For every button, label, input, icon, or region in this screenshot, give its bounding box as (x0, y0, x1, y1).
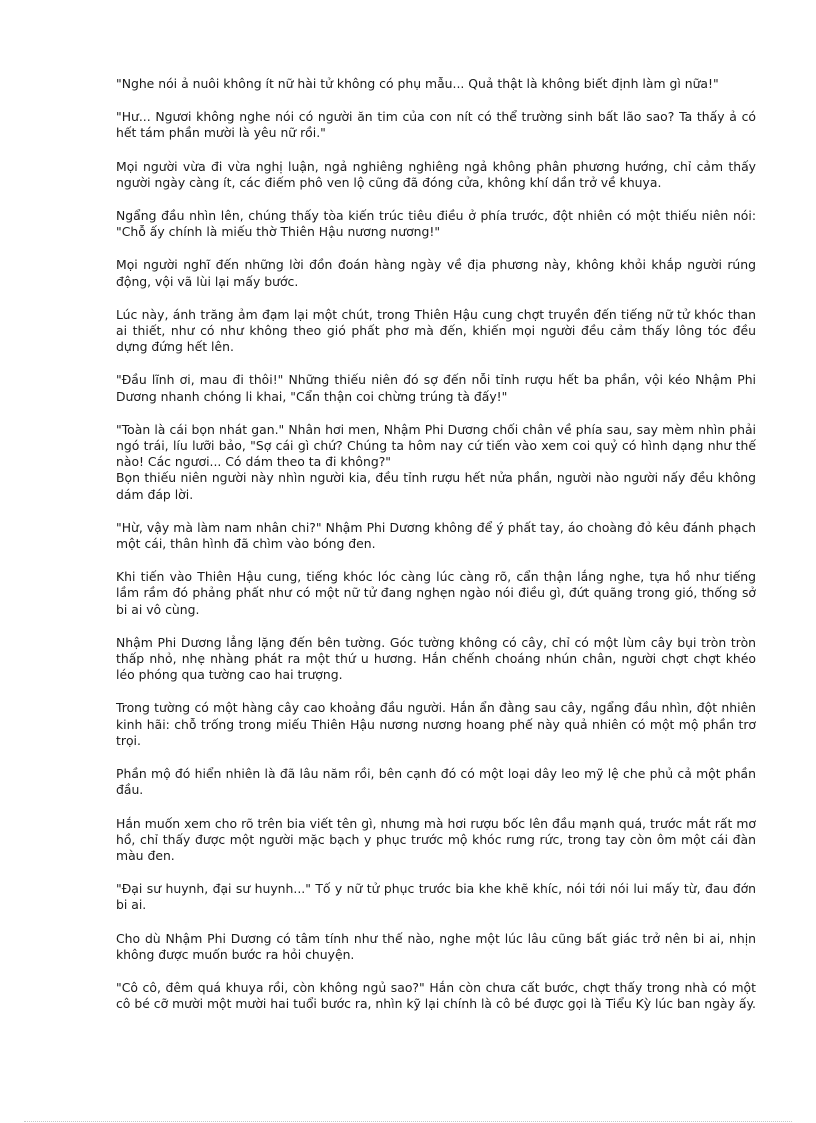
paragraph: Mọi người vừa đi vừa nghị luận, ngả nghiêng nghiêng ngả không phân phương hướng, chỉ cảm thấy người ngày càng ít, các điếm phô ven lộ cũng đã đóng cửa, không khí dần trở về khuya. (116, 158, 756, 190)
paragraph: Nhậm Phi Dương lẳng lặng đến bên tường. Góc tường không có cây, chỉ có một lùm cây bụi tròn tròn thấp nhỏ, nhẹ nhàng phát ra một thứ u hương. Hắn chếnh choáng nhún chân, người chợt chợt khéo léo phóng qua tường cao hai trượng. (116, 634, 756, 683)
paragraph: "Hừ, vậy mà làm nam nhân chi?" Nhậm Phi Dương không để ý phất tay, áo choàng đỏ kêu đánh phạch một cái, thân hình đã chìm vào bóng đen. (116, 519, 756, 552)
paragraph: Lúc này, ánh trăng ảm đạm lại một chút, trong Thiên Hậu cung chợt truyền đến tiếng nữ tử khóc than ai thiết, như có như không theo gió phất phơ mà đến, khiến mọi người đều cảm thấy lông tóc đều dựng đứng hết lên. (116, 306, 756, 355)
paragraph: "Đầu lĩnh ơi, mau đi thôi!" Những thiếu niên đó sợ đến nỗi tỉnh rượu hết ba phần, vội kéo Nhậm Phi Dương nhanh chóng li khai, "Cẩn thận coi chừng trúng tà đấy!" (116, 372, 756, 404)
document-body (116, 76, 756, 1029)
paragraph: "Cô cô, đêm quá khuya rồi, còn không ngủ sao?" Hắn còn chưa cất bước, chợt thấy trong nhà có một cô bé cỡ mười một mười hai tuổi bước ra, nhìn kỹ lại chính là cô bé được gọi là Tiểu Kỳ lúc ban ngày ấy. (116, 979, 756, 1012)
paragraph: Ngẩng đầu nhìn lên, chúng thấy tòa kiến trúc tiêu điều ở phía trước, đột nhiên có một thiếu niên nói: "Chỗ ấy chính là miếu thờ Thiên Hậu nương nương!" (116, 208, 756, 240)
paragraph: Phần mộ đó hiển nhiên là đã lâu năm rồi, bên cạnh đó có một loại dây leo mỹ lệ che phủ cả một phần đầu. (116, 766, 756, 798)
paragraph: Khi tiến vào Thiên Hậu cung, tiếng khóc lóc càng lúc càng rõ, cẩn thận lắng nghe, tựa hồ như tiếng lầm rầm đó phảng phất như có một nữ tử đang nghẹn ngào nói điều gì, đứt quãng trong gió, thống sở bi ai vô cùng. (116, 569, 756, 617)
paragraph: "Đại sư huynh, đại sư huynh..." Tố y nữ tử phục trước bia khe khẽ khíc, nói tới nói lui mấy từ, đau đớn bi ai. (116, 881, 756, 913)
paragraph: "Hư... Ngươi không nghe nói có người ăn tim của con nít có thể trường sinh bất lão sao? Ta thấy ả có hết tám phần mười là yêu nữ rồi." (116, 109, 756, 141)
paragraph: Cho dù Nhậm Phi Dương có tâm tính như thế nào, nghe một lúc lâu cũng bất giác trở nên bi ai, nhịn không được muốn bước ra hỏi chuyện. (116, 930, 756, 962)
footer-divider (24, 1121, 792, 1122)
paragraph: Trong tường có một hàng cây cao khoảng đầu người. Hắn ẩn đằng sau cây, ngẩng đầu nhìn, đột nhiên kinh hãi: chỗ trống trong miếu Thiên Hậu nương nương hoang phế này quả nhiên có một mộ phần trơ trọi. (116, 700, 756, 748)
paragraph: "Nghe nói ả nuôi không ít nữ hài tử không có phụ mẫu... Quả thật là không biết định làm gì nữa!" (116, 76, 719, 91)
paragraph: Mọi người nghĩ đến những lời đồn đoán hàng ngày về địa phương này, không khỏi khắp người rúng động, vội vã lùi lại mấy bước. (116, 257, 756, 289)
paragraph: "Toàn là cái bọn nhát gan." Nhân hơi men, Nhậm Phi Dương chối chân về phía sau, say mèm nhìn phải ngó trái, líu lưỡi bảo, "Sợ cái gì chứ? Chúng ta hôm nay cứ tiến vào xem coi quỷ có hình dạng như thế nào! Các ngươi... Có dám theo ta đi không?" Bọn thiếu niên người này nhìn người kia, đều tỉnh rượu hết nửa phần, người nào người nấy đều không dám đáp lời. (116, 421, 756, 502)
paragraph: Hắn muốn xem cho rõ trên bia viết tên gì, nhưng mà hơi rượu bốc lên đầu mạnh quá, trước mắt rất mơ hồ, chỉ thấy được một người mặc bạch y phục trước mộ khóc rưng rức, trong tay còn ôm một cái đàn màu đen. (116, 815, 756, 863)
